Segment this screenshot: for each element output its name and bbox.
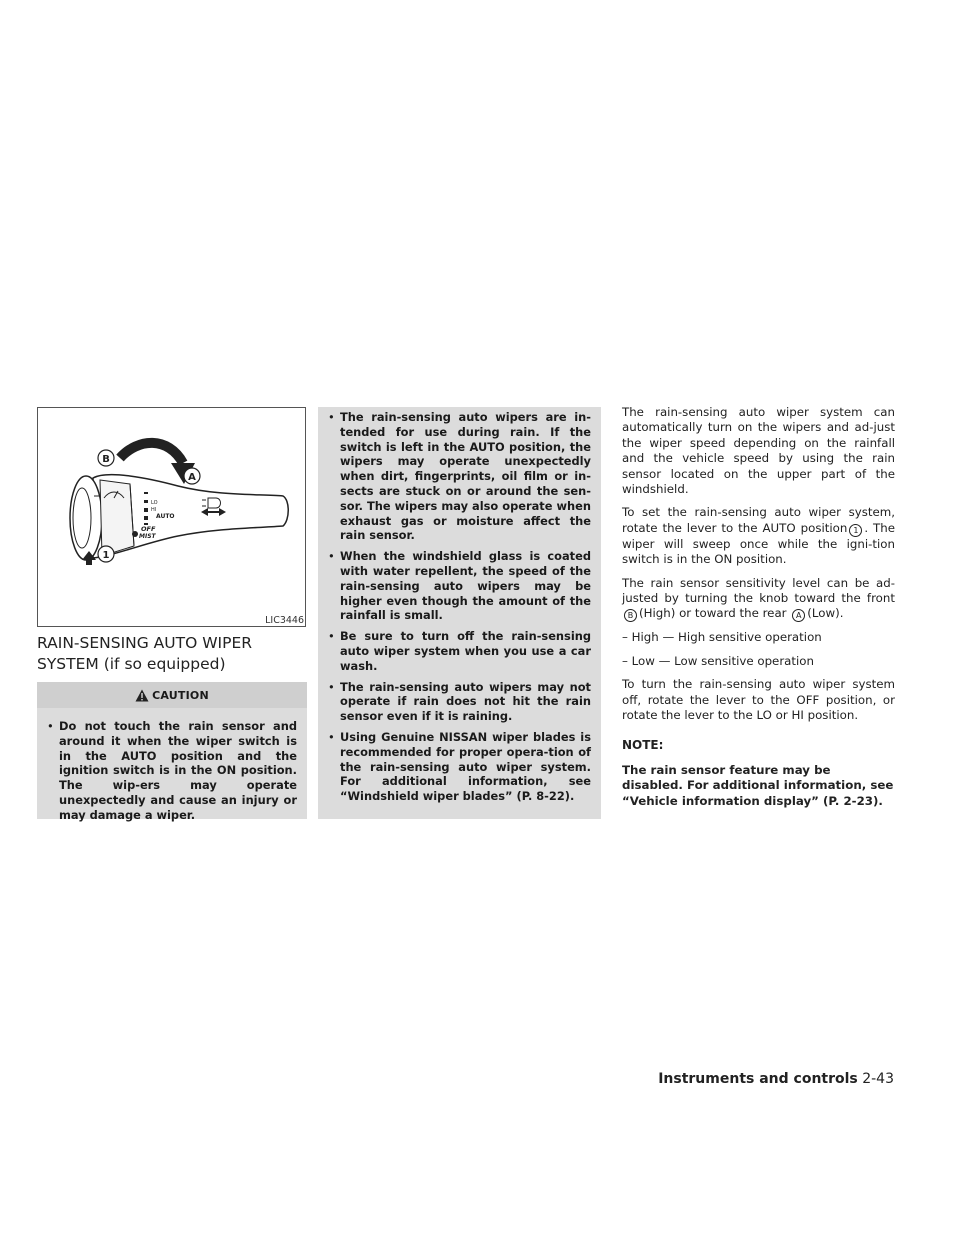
body-paragraph: The rain-sensing auto wiper system can automatically turn on the wipers and ad-just the wiper speed depending on the rainfall and the vehicle speed by using the rain sensor located on the upper part of the windshield. — [622, 405, 895, 497]
label-hi: HI — [151, 507, 157, 513]
label-a: A — [188, 472, 196, 483]
body-text: (High) or toward the rear — [639, 606, 787, 621]
body-text: To set the rain-sensing auto wiper system, rotate the lever to the AUTO position — [622, 505, 895, 535]
caution-item: • The rain-sensing auto wipers are in-tended for use during rain. If the switch is left in the AUTO position, the wipers may operate unexpectedly when dirt, fingerprints, oil film or in-sects are stuck on or around the sen-sor. The wipers may also operate when exhaust gas or moisture affect the rain sensor. — [328, 410, 591, 543]
caution-item: • Using Genuine NISSAN wiper blades is recommended for proper opera-tion of the rain-sensing auto wiper system. For additional information, see “Windshield wiper blades” (P. 8-22). — [328, 730, 591, 804]
label-lo: LO — [151, 500, 158, 506]
warning-icon — [135, 689, 149, 702]
wiper-lever-illustration — [38, 408, 305, 626]
caution-item: • Be sure to turn off the rain-sensing auto wiper system when you use a car wash. — [328, 629, 591, 673]
section-title — [37, 633, 307, 675]
label-mist: MIST — [139, 533, 156, 540]
page-number: 2-43 — [862, 1071, 894, 1087]
label-auto: AUTO — [156, 513, 175, 520]
wiper-lever-figure — [37, 407, 306, 627]
note-text: The rain sensor feature may be disabled. For additional information, see “Vehicle information display” (P. 2-23). — [622, 762, 894, 808]
caution-item: • The rain-sensing auto wipers may not operate if rain does not hit the rain sensor even if it is raining. — [328, 680, 591, 724]
body-text-column — [622, 405, 895, 809]
note-label: NOTE: — [622, 737, 664, 752]
section-title-line1: RAIN-SENSING AUTO WIPER — [37, 634, 253, 652]
callout-1: 1 — [849, 524, 862, 537]
figure-code: LIC3446 — [265, 615, 304, 626]
body-paragraph: To turn the rain-sensing auto wiper system off, rotate the lever to the OFF position, or rotate the lever to the LO or HI position. — [622, 677, 895, 723]
label-off: OFF — [141, 525, 156, 533]
caution-list-continued — [318, 407, 601, 804]
footer-section: Instruments and controls — [658, 1071, 858, 1087]
label-1: 1 — [102, 550, 110, 561]
callout-a: A — [792, 609, 805, 622]
body-text: . The wiper will sweep once while the igni-tion switch is in the ON position. — [622, 520, 895, 567]
body-paragraph — [622, 576, 895, 623]
page-footer — [658, 1071, 894, 1087]
section-title-line2: SYSTEM (if so equipped) — [37, 655, 226, 673]
label-b: B — [102, 454, 110, 465]
body-text: The rain sensor sensitivity level can be ad-justed by turning the knob toward the front — [622, 575, 895, 606]
body-text: (Low). — [807, 606, 844, 621]
list-item: – Low — Low sensitive operation — [622, 653, 814, 668]
caution-list — [37, 708, 307, 823]
caution-header — [37, 682, 307, 708]
body-paragraph — [622, 505, 895, 567]
caution-label: CAUTION — [152, 688, 209, 702]
caution-box — [37, 682, 307, 822]
caution-item: • When the windshield glass is coated with water repellent, the speed of the rain-sensing auto wipers may be higher even though the amount of the rainfall is small. — [328, 549, 591, 623]
caution-item: • Do not touch the rain sensor and around it when the wiper switch is in the AUTO position and the ignition switch is in the ON position. The wip-ers may operate unexpectedly and cause an injury or may damage a wiper. — [47, 719, 297, 823]
list-item: – High — High sensitive operation — [622, 630, 822, 645]
caution-box-continued — [318, 407, 601, 819]
callout-b: B — [624, 609, 637, 622]
